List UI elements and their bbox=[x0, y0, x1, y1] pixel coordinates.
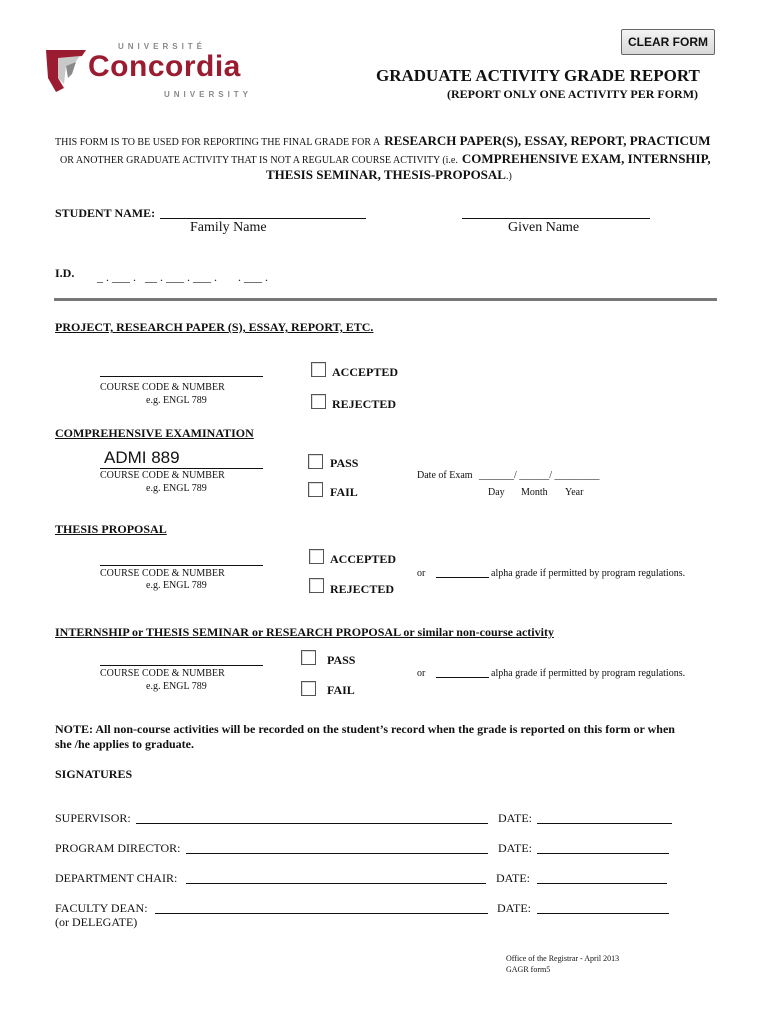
section2-course-field[interactable] bbox=[100, 468, 263, 469]
given-name-caption: Given Name bbox=[508, 220, 580, 235]
id-field[interactable]: _ . ___ . __ . ___ . ___ . . ___ . bbox=[97, 270, 268, 284]
department-chair-signature-field[interactable] bbox=[186, 883, 486, 884]
program-director-date-field[interactable] bbox=[537, 853, 669, 854]
divider bbox=[54, 298, 717, 301]
supervisor-signature-field[interactable] bbox=[136, 823, 488, 824]
form-title: GRADUATE ACTIVITY GRADE REPORT bbox=[376, 66, 700, 85]
faculty-dean-signature-field[interactable] bbox=[155, 913, 488, 914]
given-name-field[interactable] bbox=[462, 218, 650, 219]
logo-university: UNIVERSITY bbox=[164, 90, 253, 99]
family-name-caption: Family Name bbox=[190, 220, 267, 235]
section-internship-heading: INTERNSHIP or THESIS SEMINAR or RESEARCH PROPOSAL or similar non-course activity bbox=[55, 625, 554, 639]
logo-universite: UNIVERSITÉ bbox=[118, 42, 207, 51]
section3-alpha-field[interactable] bbox=[436, 577, 489, 578]
date-of-exam-field[interactable]: _______/ ______/ _________ bbox=[479, 470, 600, 481]
intro-emphasis-2: COMPREHENSIVE EXAM, INTERNSHIP, bbox=[461, 151, 711, 166]
section2-fail-label: FAIL bbox=[330, 485, 358, 499]
section4-pass-checkbox[interactable] bbox=[301, 650, 316, 665]
faculty-dean-date-label: DATE: bbox=[497, 901, 531, 915]
section4-alpha-text: alpha grade if permitted by program regulations. bbox=[491, 668, 686, 679]
clear-form-button[interactable]: CLEAR FORM bbox=[621, 29, 715, 55]
section2-pass-label: PASS bbox=[330, 456, 359, 470]
section2-code-label: COURSE CODE & NUMBER bbox=[100, 470, 225, 481]
intro-emphasis-3: THESIS SEMINAR, THESIS-PROPOSAL bbox=[266, 167, 506, 182]
section4-fail-checkbox[interactable] bbox=[301, 681, 316, 696]
faculty-dean-date-field[interactable] bbox=[537, 913, 669, 914]
section4-or: or bbox=[417, 668, 426, 679]
section4-alpha-field[interactable] bbox=[436, 677, 489, 678]
section2-course-value[interactable]: ADMI 889 bbox=[104, 448, 180, 467]
section1-accepted-label: ACCEPTED bbox=[332, 365, 399, 379]
section1-example: e.g. ENGL 789 bbox=[146, 395, 207, 406]
section1-accepted-checkbox[interactable] bbox=[311, 362, 326, 377]
supervisor-date-label: DATE: bbox=[498, 811, 532, 825]
section2-example: e.g. ENGL 789 bbox=[146, 483, 207, 494]
section4-example: e.g. ENGL 789 bbox=[146, 681, 207, 692]
id-label: I.D. bbox=[55, 266, 75, 280]
section-thesis-proposal-heading: THESIS PROPOSAL bbox=[55, 522, 167, 536]
family-name-field[interactable] bbox=[160, 218, 366, 219]
section1-course-field[interactable] bbox=[100, 376, 263, 377]
logo-concordia: Concordia bbox=[88, 50, 241, 83]
program-director-date-label: DATE: bbox=[498, 841, 532, 855]
section2-fail-checkbox[interactable] bbox=[308, 482, 323, 497]
program-director-label: PROGRAM DIRECTOR: bbox=[55, 841, 181, 855]
program-director-signature-field[interactable] bbox=[186, 853, 488, 854]
section1-rejected-checkbox[interactable] bbox=[311, 394, 326, 409]
date-of-exam-label: Date of Exam bbox=[417, 470, 473, 481]
signatures-heading: SIGNATURES bbox=[55, 767, 133, 781]
date-day-label: Day bbox=[488, 487, 505, 498]
shield-logo-icon bbox=[44, 44, 88, 98]
section1-code-label: COURSE CODE & NUMBER bbox=[100, 382, 225, 393]
form-subtitle: (REPORT ONLY ONE ACTIVITY PER FORM) bbox=[447, 87, 699, 101]
date-year-label: Year bbox=[565, 487, 584, 498]
footer-line-2: GAGR form5 bbox=[506, 965, 551, 974]
date-month-label: Month bbox=[521, 487, 548, 498]
section4-pass-label: PASS bbox=[327, 653, 356, 667]
section3-rejected-label: REJECTED bbox=[330, 582, 395, 596]
department-chair-label: DEPARTMENT CHAIR: bbox=[55, 871, 178, 885]
intro-line-3 bbox=[266, 166, 512, 184]
section-comprehensive-heading: COMPREHENSIVE EXAMINATION bbox=[55, 426, 254, 440]
intro-text-2: OR ANOTHER GRADUATE ACTIVITY THAT IS NOT A REGULAR COURSE ACTIVITY (i.e. bbox=[60, 155, 458, 166]
supervisor-label: SUPERVISOR: bbox=[55, 811, 131, 825]
section4-fail-label: FAIL bbox=[327, 683, 355, 697]
section3-example: e.g. ENGL 789 bbox=[146, 580, 207, 591]
section1-rejected-label: REJECTED bbox=[332, 397, 397, 411]
section3-course-field[interactable] bbox=[100, 565, 263, 566]
intro-line-1 bbox=[55, 132, 711, 150]
section4-code-label: COURSE CODE & NUMBER bbox=[100, 668, 225, 679]
section-project-heading: PROJECT, RESEARCH PAPER (S), ESSAY, REPORT, ETC. bbox=[55, 320, 374, 334]
section2-pass-checkbox[interactable] bbox=[308, 454, 323, 469]
note-line-2: she /he applies to graduate. bbox=[55, 737, 195, 751]
section3-rejected-checkbox[interactable] bbox=[309, 578, 324, 593]
section3-accepted-label: ACCEPTED bbox=[330, 552, 397, 566]
section4-course-field[interactable] bbox=[100, 665, 263, 666]
section3-alpha-text: alpha grade if permitted by program regulations. bbox=[491, 568, 686, 579]
section3-code-label: COURSE CODE & NUMBER bbox=[100, 568, 225, 579]
footer-line-1: Office of the Registrar - April 2013 bbox=[506, 954, 620, 963]
note-line-1: NOTE: All non-course activities will be recorded on the student’s record when the grade is reported on this form or when bbox=[55, 722, 675, 736]
intro-text-3: .) bbox=[505, 171, 512, 182]
department-chair-date-label: DATE: bbox=[496, 871, 530, 885]
intro-emphasis-1: RESEARCH PAPER(S), ESSAY, REPORT, PRACTICUM bbox=[384, 133, 711, 148]
or-delegate-label: (or DELEGATE) bbox=[55, 915, 138, 929]
section3-or: or bbox=[417, 568, 426, 579]
faculty-dean-label: FACULTY DEAN: bbox=[55, 901, 148, 915]
intro-text-1: THIS FORM IS TO BE USED FOR REPORTING THE FINAL GRADE FOR A bbox=[55, 137, 381, 148]
student-name-label: STUDENT NAME: bbox=[55, 206, 156, 220]
supervisor-date-field[interactable] bbox=[537, 823, 672, 824]
department-chair-date-field[interactable] bbox=[537, 883, 667, 884]
section3-accepted-checkbox[interactable] bbox=[309, 549, 324, 564]
concordia-logo bbox=[44, 42, 274, 102]
